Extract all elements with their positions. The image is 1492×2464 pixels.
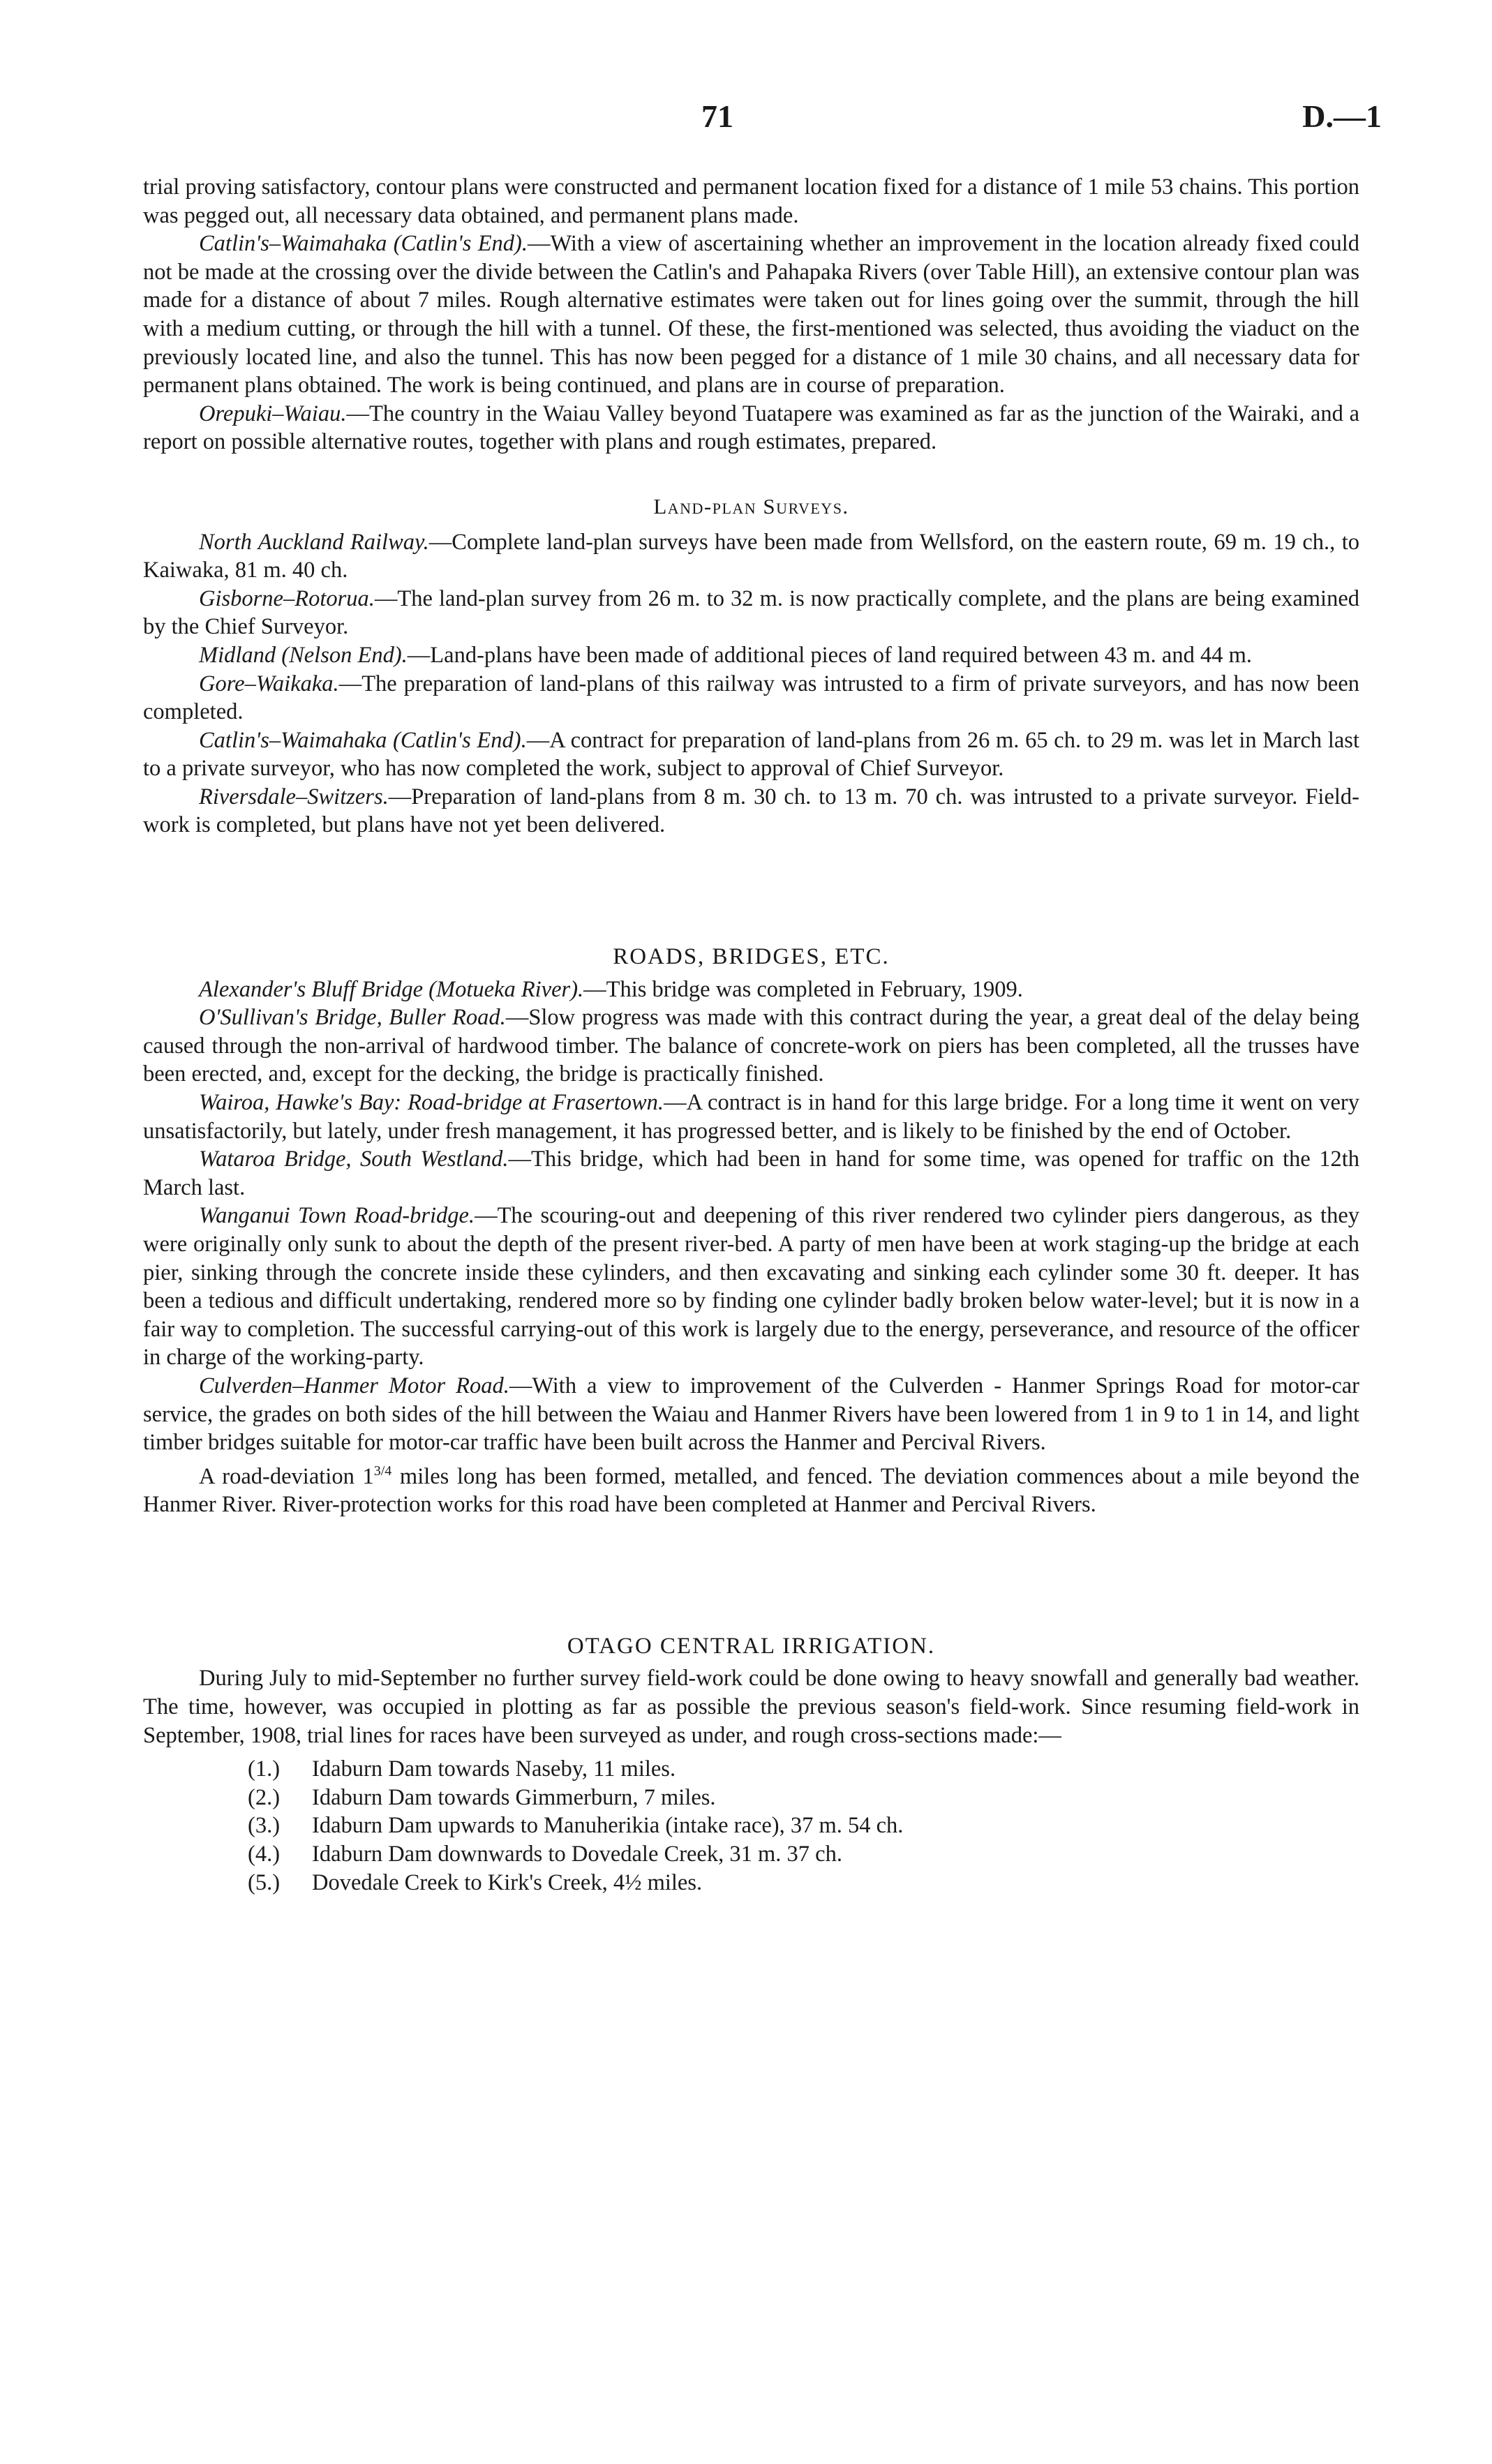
list-text: Idaburn Dam towards Gimmerburn, 7 miles.: [312, 1784, 716, 1810]
paragraph-heading: Riversdale–Switzers.: [199, 784, 389, 809]
list-number: (5.): [248, 1869, 281, 1895]
paragraph-text: —A contract is in hand for this large bridge. For a long time it went on very unsatisfactorily, but lately, under fresh management, it has progressed better, and is likely to be finished by the end of October.: [143, 1090, 1359, 1144]
paragraph-heading: Gisborne–Rotorua.: [199, 585, 375, 611]
paragraph: [143, 641, 1359, 670]
paragraph-text: —This bridge, which had been in hand for some time, was opened for traffic on the 12th March last.: [143, 1147, 1359, 1200]
section-title-otago: OTAGO CENTRAL IRRIGATION.: [567, 1633, 936, 1659]
paragraph-text: —Preparation of land-plans from 8 m. 30 ch. to 13 m. 70 ch. was intrusted to a private surveyor. Field-work is completed, but plans have not yet been delivered.: [143, 784, 1359, 838]
page-number: 71: [701, 98, 733, 134]
section-title-roads: ROADS, BRIDGES, ETC.: [613, 944, 890, 970]
document-body: [143, 173, 1359, 1897]
paragraph: [143, 1145, 1359, 1202]
paragraph-text: —With a view of ascertaining whether an improvement in the location already fixed could not be made at the crossing over the divide between the Catlin's and Pahapaka Rivers (over Table Hill), an extensive contour plan was made for a distance of about 7 miles. Rough alternative estimates were taken out for lines going over the summit, through the hill with a medium cutting, or through the hill with a tunnel. Of these, the first-mentioned was selected, thus avoiding the viaduct on the previously located line, and also the tunnel. This has now been pegged for a distance of 1 mile 30 chains, and all necessary data for permanent plans obtained. The work is being continued, and plans are in course of preparation.: [143, 231, 1359, 398]
paragraph: [143, 976, 1359, 1004]
paragraph-heading: Catlin's–Waimahaka (Catlin's End).: [199, 231, 528, 257]
paragraph: [143, 400, 1359, 456]
paragraph: [143, 230, 1359, 400]
paragraph-heading: O'Sullivan's Bridge, Buller Road.: [199, 1005, 506, 1031]
paragraph-text: —The preparation of land-plans of this railway was intrusted to a firm of private surveyors, and has now been completed.: [143, 671, 1359, 725]
paragraph: [143, 1457, 1359, 1519]
paragraph: [143, 726, 1359, 783]
paragraph: During July to mid-September no further survey field-work could be done owing to heavy snowfall and generally bad weather. The time, however, was occupied in plotting as far as possible the previous season's field-work. Since resuming field-work in September, 1908, trial lines for races have been surveyed as under, and rough cross-sections made:—: [143, 1666, 1359, 1748]
paragraph-heading: North Auckland Railway.: [199, 529, 429, 555]
paragraph-text: miles long has been formed, metalled, and fenced. The deviation commences about a mile beyond the Hanmer River. River-protection works for this road have been completed at Hanmer and Percival Rivers.: [143, 1463, 1359, 1518]
paragraph-text: —The scouring-out and deepening of this river rendered two cylinder piers dangerous, as they were originally only sunk to about the depth of the present river-bed. A party of men have been at work staging-up the bridge at each pier, sinking through the concrete inside these cylinders, and then excavating and sinking each cylinder some 30 ft. deeper. It has been a tedious and difficult undertaking, rendered more so by finding one cylinder badly broken below water-level; but it is now in a fair way to completion. The successful carrying-out of this work is largely due to the energy, perseverance, and resource of the officer in charge of the working-party.: [143, 1203, 1359, 1371]
paragraph: [143, 783, 1359, 839]
paragraph: [143, 1372, 1359, 1457]
paragraph-text: —The land-plan survey from 26 m. to 32 m. is now practically complete, and the plans are being examined by the Chief Surveyor.: [143, 585, 1359, 640]
list-number: (1.): [248, 1756, 281, 1782]
paragraph-text: A road-deviation 1: [199, 1463, 374, 1489]
list-number: (2.): [248, 1784, 281, 1810]
paragraph-heading: Orepuki–Waiau.: [199, 401, 347, 426]
paragraph: [143, 1202, 1359, 1372]
document-code: D.—1: [1302, 98, 1382, 134]
paragraph-heading: Wataroa Bridge, South Westland.: [199, 1147, 509, 1172]
list-number: (4.): [248, 1841, 281, 1867]
paragraph: [143, 528, 1359, 585]
paragraph-text: —The country in the Waiau Valley beyond Tuatapere was examined as far as the junction of the Wairaki, and a report on possible alternative routes, together with plans and rough estimates, prepared.: [143, 401, 1359, 455]
paragraph-heading: Wanganui Town Road-bridge.: [199, 1203, 475, 1229]
list-item: [248, 1812, 1359, 1840]
paragraph: [143, 1089, 1359, 1145]
paragraph-text: —Slow progress was made with this contract during the year, a great deal of the delay being caused through the non-arrival of hardwood timber. The balance of concrete-work on piers has been completed, all the trusses have been erected, and, except for the decking, the bridge is practically finished.: [143, 1005, 1359, 1087]
paragraph-heading: Culverden–Hanmer Motor Road.: [199, 1373, 509, 1398]
paragraph-text: —Complete land-plan surveys have been made from Wellsford, on the eastern route, 69 m. 19 ch., to Kaiwaka, 81 m. 40 ch.: [143, 529, 1359, 583]
paragraph-heading: Midland (Nelson End).: [199, 642, 408, 668]
paragraph: [143, 585, 1359, 641]
list-text: Idaburn Dam upwards to Manuherikia (intake race), 37 m. 54 ch.: [312, 1813, 904, 1839]
list-item: [248, 1869, 1359, 1897]
paragraph-text: —Land-plans have been made of additional pieces of land required between 43 m. and 44 m.: [407, 642, 1253, 668]
list-item: [248, 1840, 1359, 1869]
paragraph-heading: Catlin's–Waimahaka (Catlin's End).: [199, 727, 527, 753]
paragraph-text: —This bridge was completed in February, 1909.: [583, 976, 1023, 1002]
list-item: [248, 1755, 1359, 1784]
section-title-land-plan: Land-plan Surveys.: [653, 493, 849, 518]
trial-lines-list: [248, 1755, 1359, 1897]
list-item: [248, 1784, 1359, 1812]
paragraph: [143, 1003, 1359, 1089]
paragraph-heading: Alexander's Bluff Bridge (Motueka River).: [199, 976, 584, 1002]
list-text: Dovedale Creek to Kirk's Creek, 4½ miles.: [312, 1869, 703, 1895]
fraction: 3/4: [373, 1463, 392, 1479]
paragraph: trial proving satisfactory, contour plans were constructed and permanent location fixed for a distance of 1 mile 53 chains. This portion was pegged out, all necessary data obtained, and permanent plans made.: [143, 174, 1359, 228]
list-number: (3.): [248, 1813, 281, 1839]
paragraph: [143, 670, 1359, 726]
paragraph-text: —A contract for preparation of land-plans from 26 m. 65 ch. to 29 m. was let in March last to a private surveyor, who has now completed the work, subject to approval of Chief Surveyor.: [143, 727, 1359, 782]
list-text: Idaburn Dam downwards to Dovedale Creek, 31 m. 37 ch.: [312, 1841, 842, 1867]
paragraph-heading: Wairoa, Hawke's Bay: Road-bridge at Frasertown.: [199, 1090, 664, 1116]
list-text: Idaburn Dam towards Naseby, 11 miles.: [312, 1756, 676, 1782]
paragraph-heading: Gore–Waikaka.: [199, 671, 339, 696]
paragraph-text: —With a view to improvement of the Culverden - Hanmer Springs Road for motor-car service, the grades on both sides of the hill between the Waiau and Hanmer Rivers have been lowered from 1 in 9 to 1 in 14, and light timber bridges suitable for motor-car traffic have been built across the Hanmer and Percival Rivers.: [143, 1373, 1359, 1456]
